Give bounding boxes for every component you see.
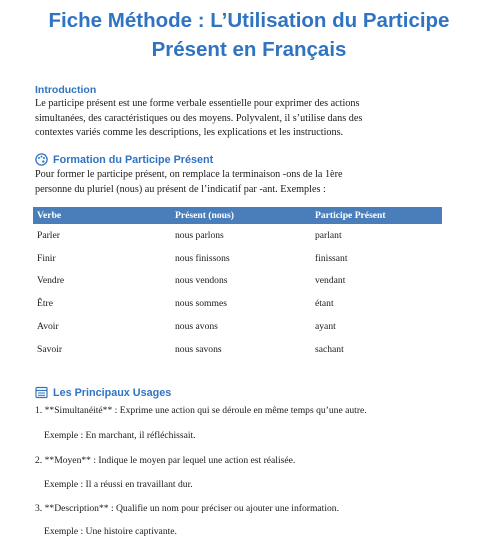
table-row <box>33 270 442 293</box>
column-header: Présent (nous) <box>171 207 311 224</box>
intro-heading: Introduction <box>35 84 97 96</box>
table-row <box>33 224 442 247</box>
formation-heading-text: Formation du Participe Présent <box>53 153 214 166</box>
table-row <box>33 338 442 361</box>
table-header-row <box>33 207 442 224</box>
table-cell: Finir <box>37 252 56 264</box>
formation-line: Pour former le participe présent, on remplace la terminaison -ons de la 1ère <box>35 169 343 180</box>
list-icon <box>35 386 48 399</box>
usages-heading-text: Les Principaux Usages <box>53 386 172 399</box>
table-cell: Savoir <box>37 343 63 355</box>
usage-item: 1. **Simultanéité** : Exprime une action qui se déroule en même temps qu’une autre. <box>35 405 367 416</box>
formation-paragraph <box>35 168 475 197</box>
usage-example: Exemple : Il a réussi en travaillant dur. <box>44 479 193 490</box>
table-cell: nous sommes <box>175 298 227 310</box>
table-cell: nous savons <box>175 343 222 355</box>
table-cell: parlant <box>315 229 342 241</box>
table-cell: Être <box>37 298 53 310</box>
usage-item: 2. **Moyen** : Indique le moyen par lequel une action est réalisée. <box>35 455 296 466</box>
palette-icon <box>35 153 48 166</box>
usage-item: 3. **Description** : Qualifie un nom pour préciser ou ajouter une information. <box>35 503 339 514</box>
formation-line: personne du pluriel (nous) au présent de l’indicatif par -ant. Exemples : <box>35 183 326 195</box>
table-cell: finissant <box>315 252 348 264</box>
formation-heading <box>35 153 213 166</box>
table-row <box>33 247 442 270</box>
page-title <box>20 6 478 64</box>
column-header: Participe Présent <box>311 207 442 224</box>
table-cell: vendant <box>315 275 346 287</box>
usages-heading <box>35 386 171 399</box>
intro-line: Le participe présent est une forme verbale essentielle pour exprimer des actions <box>35 98 360 109</box>
table-cell: Parler <box>37 229 60 241</box>
intro-line: simultanées, des caractéristiques ou des moyens. Polyvalent, il s’utilise dans des <box>35 112 363 124</box>
table-cell: nous avons <box>175 321 218 333</box>
intro-line: contextes variés comme les descriptions, les explications et les instructions. <box>35 127 344 139</box>
table-cell: Vendre <box>37 275 65 287</box>
usage-example: Exemple : Une histoire captivante. <box>44 526 177 537</box>
verb-table <box>33 207 442 361</box>
table-cell: nous parlons <box>175 229 224 241</box>
intro-paragraph <box>35 97 475 141</box>
table-cell: étant <box>315 298 334 310</box>
usage-example: Exemple : En marchant, il réfléchissait. <box>44 430 196 441</box>
table-row <box>33 315 442 338</box>
table-cell: sachant <box>315 343 344 355</box>
table-cell: nous finissons <box>175 252 230 264</box>
column-header: Verbe <box>33 207 171 224</box>
table-cell: ayant <box>315 321 336 333</box>
title-line-1: Fiche Méthode : L’Utilisation du Participe <box>48 9 450 32</box>
table-cell: Avoir <box>37 321 59 333</box>
table-row <box>33 292 442 315</box>
title-line-2: Présent en Français <box>151 38 347 61</box>
table-cell: nous vendons <box>175 275 228 287</box>
